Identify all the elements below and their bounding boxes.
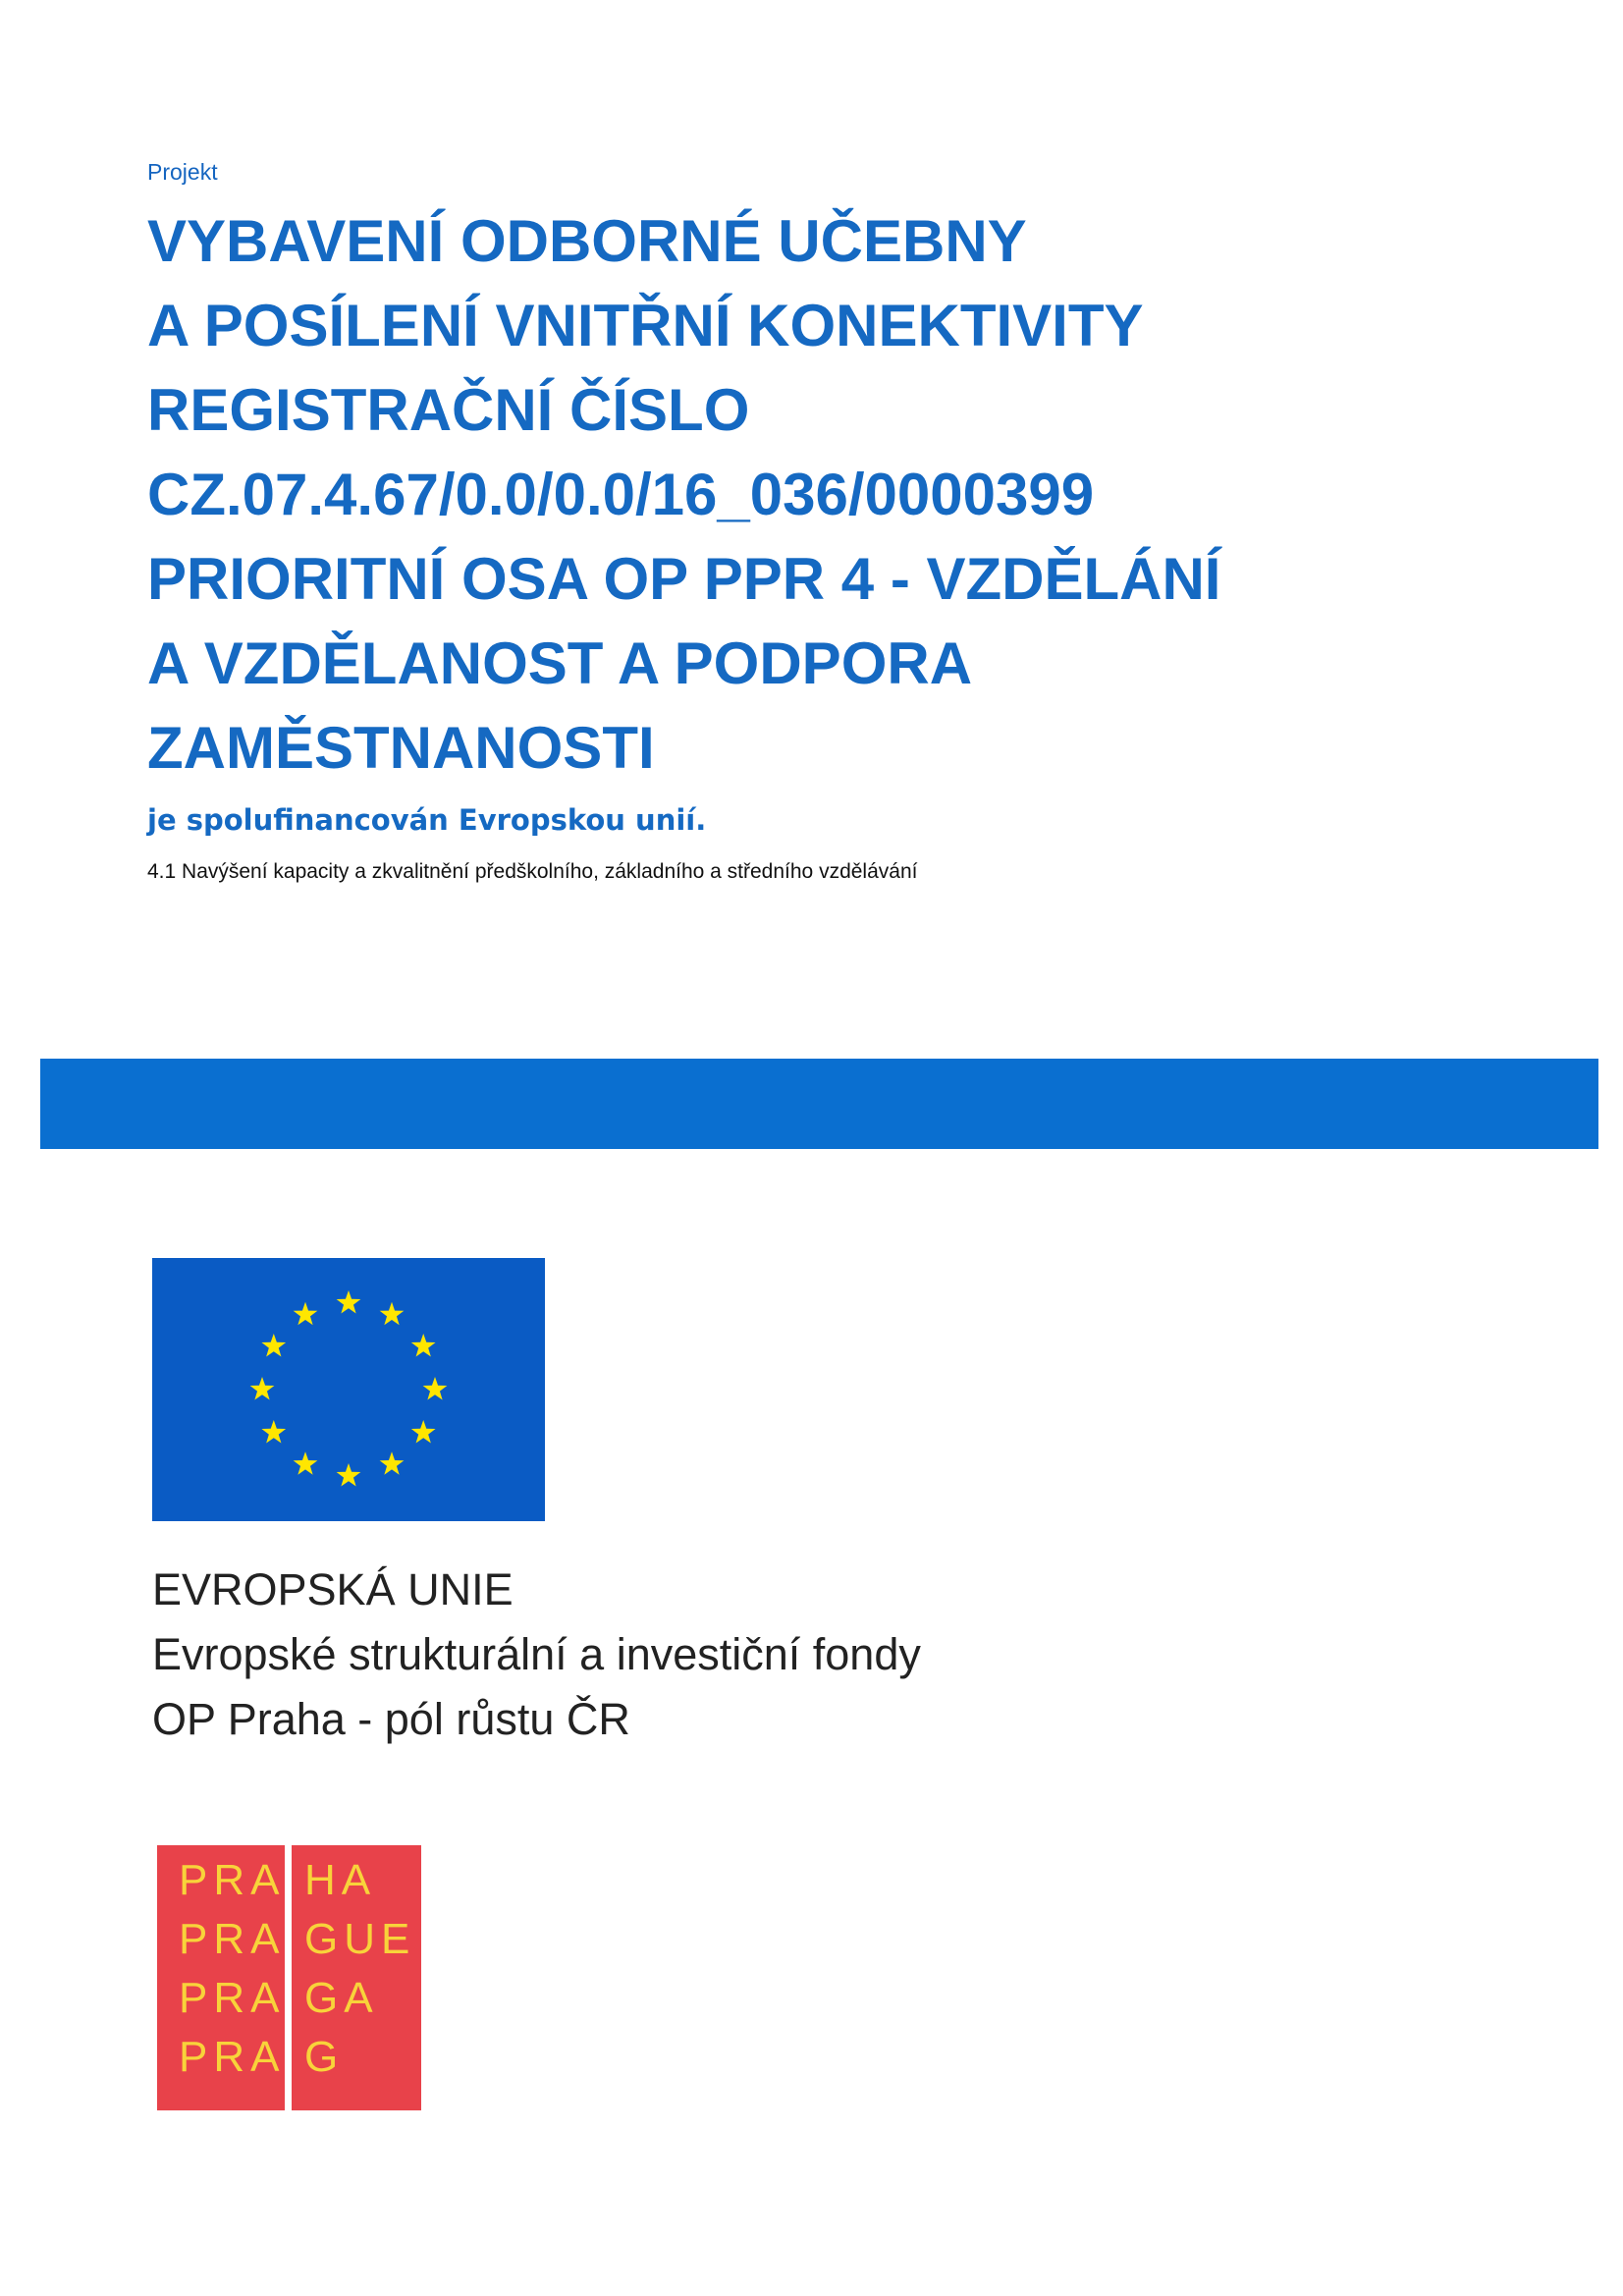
title-line: PRIORITNÍ OSA OP PPR 4 - VZDĚLÁNÍ (147, 546, 1221, 612)
praha-logo-left-1: PRA (179, 1856, 286, 1904)
project-title (147, 199, 1473, 791)
title-line: VYBAVENÍ ODBORNÉ UČEBNY (147, 208, 1027, 274)
title-line: ZAMĚSTNANOSTI (147, 715, 655, 781)
eu-funds-name: Evropské strukturální a investiční fondy (152, 1629, 921, 1679)
op-praha-name: OP Praha - pól růstu ČR (152, 1694, 630, 1744)
eu-funding-block (152, 1558, 921, 1752)
title-line: CZ.07.4.67/0.0/0.0/16_036/0000399 (147, 462, 1095, 527)
praha-logo-right-3: GA (304, 1974, 379, 2022)
praha-logo-right-1: HA (304, 1856, 377, 1904)
praha-logo-right-4: G (304, 2033, 345, 2081)
project-label: Projekt (147, 159, 218, 185)
praha-logo-left-4: PRA (179, 2033, 286, 2081)
eu-flag-icon (152, 1258, 545, 1521)
title-line: A VZDĚLANOST A PODPORA (147, 630, 973, 696)
praha-logo-left-3: PRA (179, 1974, 286, 2022)
praha-logo-left-2: PRA (179, 1915, 286, 1963)
title-line: REGISTRAČNÍ ČÍSLO (147, 377, 750, 443)
praha-logo-icon (157, 1845, 421, 2110)
eu-name: EVROPSKÁ UNIE (152, 1564, 514, 1614)
cofinanced-statement: je spolufinancován Evropskou unií. (147, 803, 707, 837)
priority-axis-text: 4.1 Navýšení kapacity a zkvalitnění předškolního, základního a středního vzdělávání (147, 860, 918, 883)
praha-logo-right-2: GUE (304, 1915, 416, 1963)
blue-banner-bar (40, 1059, 1598, 1149)
title-line: A POSÍLENÍ VNITŘNÍ KONEKTIVITY (147, 293, 1144, 358)
